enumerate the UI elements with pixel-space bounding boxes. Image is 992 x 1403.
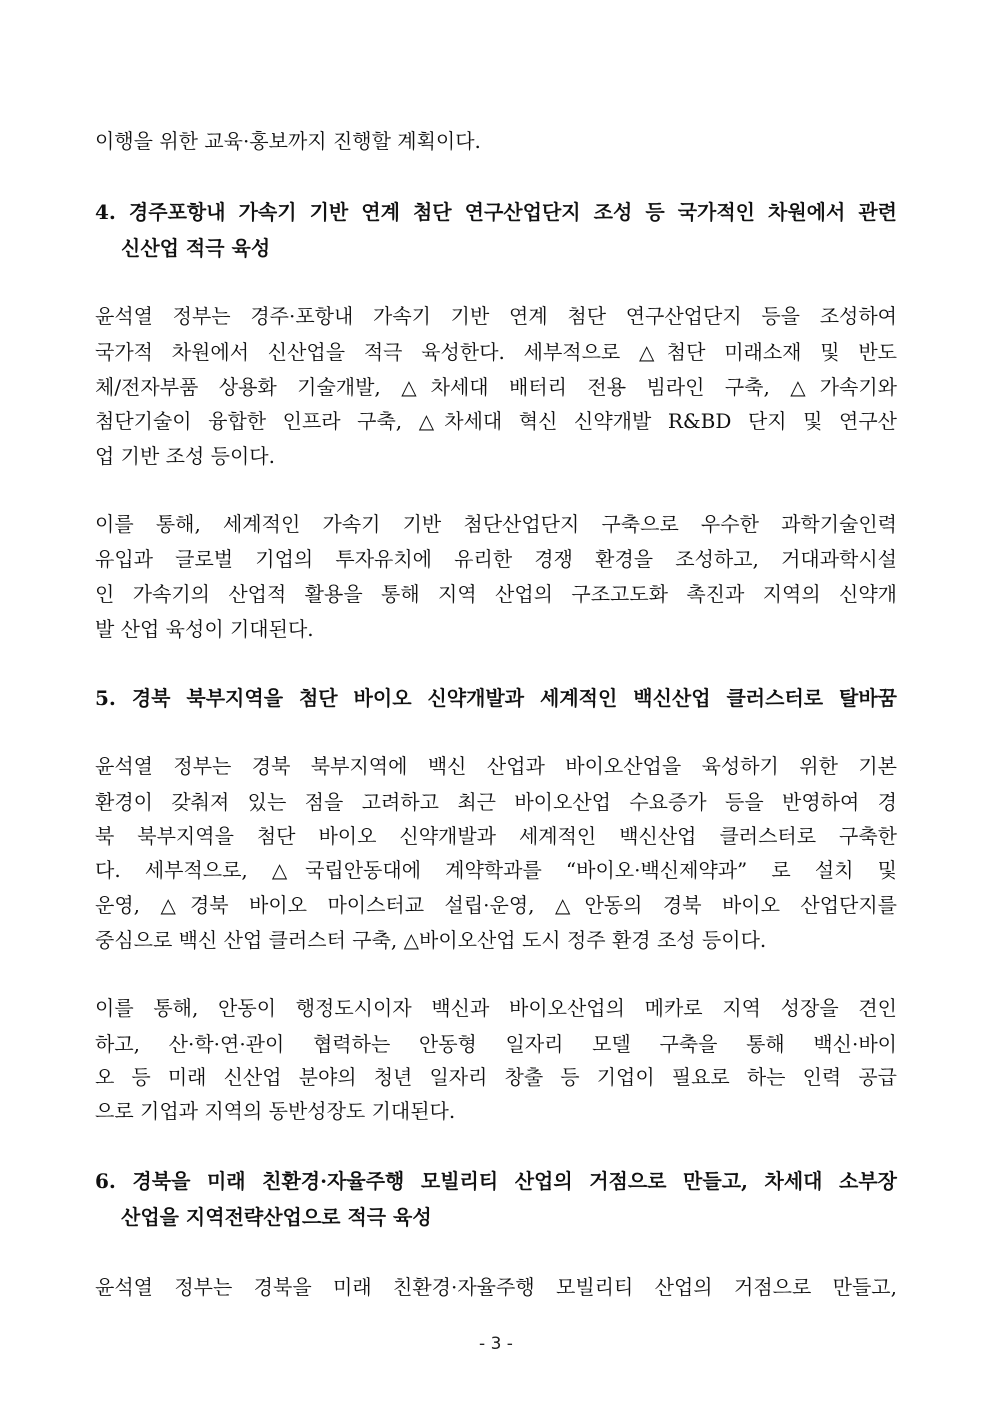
page-number: - 3 - — [479, 1334, 513, 1354]
section-4-paragraph-2-line: 발 산업 육성이 기대된다. — [95, 617, 314, 641]
section-5-paragraph-1-line: 북 북부지역을 첨단 바이오 신약개발과 세계적인 백신산업 클러스터로 구축한 — [95, 824, 897, 848]
section-4-paragraph-2-line: 인 가속기의 산업적 활용을 통해 지역 산업의 구조고도화 촉진과 지역의 신약개 — [95, 582, 897, 606]
section-5-heading: 5. 경북 북부지역을 첨단 바이오 신약개발과 세계적인 백신산업 클러스터로 탈바꿈 — [95, 686, 897, 710]
section-5-paragraph-2-line: 하고, 산·학·연·관이 협력하는 안동형 일자리 모델 구축을 통해 백신·바이 — [95, 1032, 897, 1056]
section-4-paragraph-1-line: 국가적 차원에서 신산업을 적극 육성한다. 세부적으로 △첨단 미래소재 및 반도 — [95, 340, 897, 364]
section-5-paragraph-2-line: 으로 기업과 지역의 동반성장도 기대된다. — [95, 1099, 456, 1123]
section-4-heading-line-1: 4. 경주포항내 가속기 기반 연계 첨단 연구산업단지 조성 등 국가적인 차원에서 관련 — [95, 200, 897, 224]
section-5-paragraph-1-line: 환경이 갖춰져 있는 점을 고려하고 최근 바이오산업 수요증가 등을 반영하여 경 — [95, 790, 897, 814]
section-5-paragraph-2-line: 이를 통해, 안동이 행정도시이자 백신과 바이오산업의 메카로 지역 성장을 견인 — [95, 996, 897, 1020]
section-6-heading-line-2: 산업을 지역전략산업으로 적극 육성 — [121, 1205, 432, 1229]
section-4-heading-line-2: 신산업 적극 육성 — [121, 236, 271, 260]
section-5-paragraph-2-line: 오 등 미래 신산업 분야의 청년 일자리 창출 등 기업이 필요로 하는 인력 공급 — [95, 1065, 897, 1089]
section-5-paragraph-1-line: 다. 세부적으로, △국립안동대에 계약학과를 “바이오·백신제약과” 로 설치 및 — [95, 858, 897, 882]
section-4-paragraph-2-line: 유입과 글로벌 기업의 투자유치에 유리한 경쟁 환경을 조성하고, 거대과학시설 — [95, 547, 897, 571]
section-6-paragraph-1-line: 윤석열 정부는 경북을 미래 친환경·자율주행 모빌리티 산업의 거점으로 만들고, — [95, 1275, 897, 1299]
section-4-paragraph-2-line: 이를 통해, 세계적인 가속기 기반 첨단산업단지 구축으로 우수한 과학기술인력 — [95, 512, 897, 536]
section-5-paragraph-1-line: 중심으로 백신 산업 클러스터 구축, △바이오산업 도시 정주 환경 조성 등이다. — [95, 928, 767, 952]
intro-tail-text: 이행을 위한 교육·홍보까지 진행할 계획이다. — [95, 129, 481, 153]
section-4-paragraph-1-line: 체/전자부품 상용화 기술개발, △차세대 배터리 전용 빔라인 구축, △가속기와 — [95, 375, 897, 399]
section-4-paragraph-1-line: 업 기반 조성 등이다. — [95, 444, 275, 468]
section-4-paragraph-1-line: 윤석열 정부는 경주·포항내 가속기 기반 연계 첨단 연구산업단지 등을 조성하여 — [95, 304, 897, 328]
section-5-paragraph-1-line: 윤석열 정부는 경북 북부지역에 백신 산업과 바이오산업을 육성하기 위한 기본 — [95, 754, 897, 778]
section-5-paragraph-1-line: 운영, △경북 바이오 마이스터교 설립·운영, △안동의 경북 바이오 산업단지를 — [95, 893, 897, 917]
section-4-paragraph-1-line: 첨단기술이 융합한 인프라 구축, △차세대 혁신 신약개발 R&BD 단지 및 연구산 — [95, 409, 897, 433]
section-6-heading-line-1: 6. 경북을 미래 친환경·자율주행 모빌리티 산업의 거점으로 만들고, 차세대 소부장 — [95, 1169, 897, 1193]
